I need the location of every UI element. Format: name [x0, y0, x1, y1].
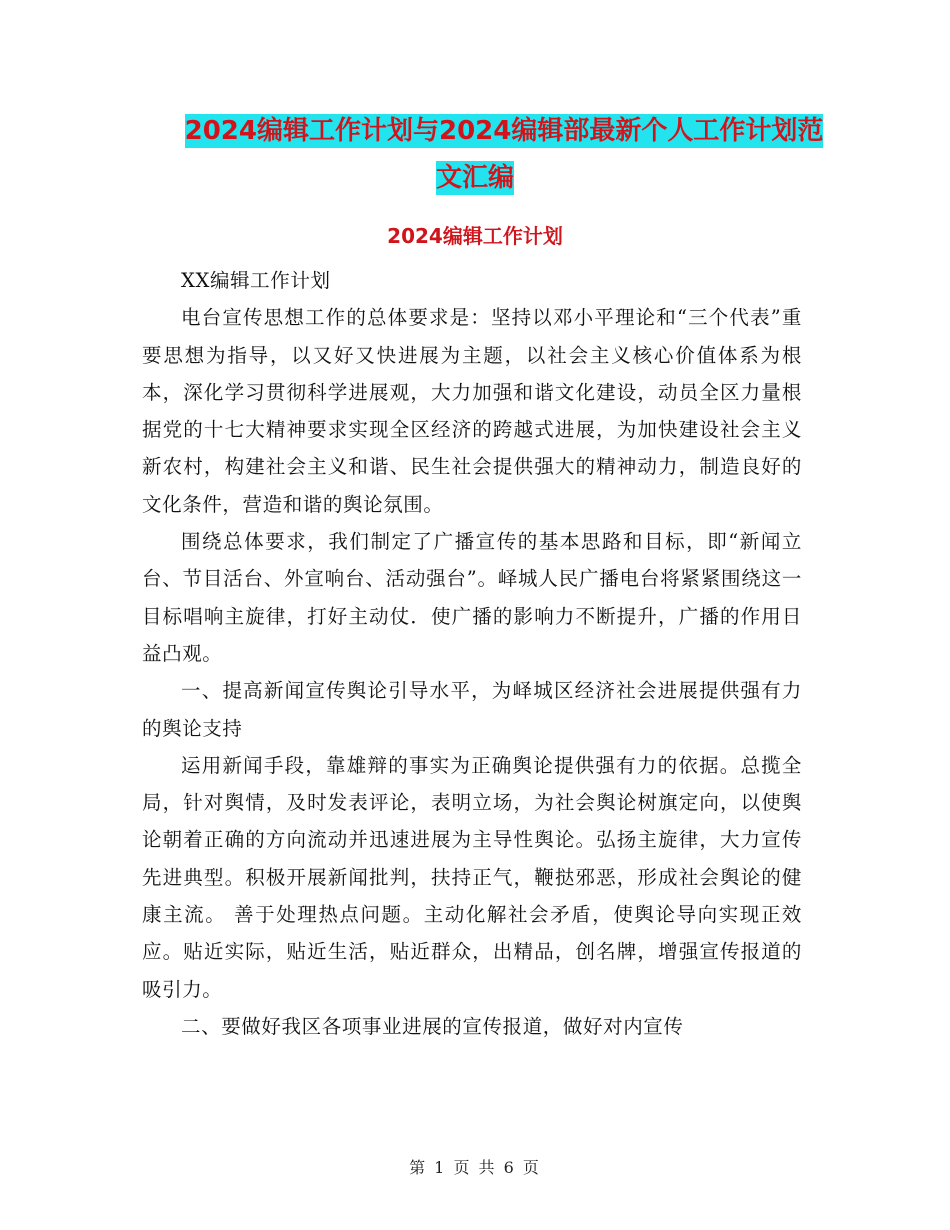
paragraph-heading: 二、要做好我区各项事业进展的宣传报道，做好对内宣传: [181, 1014, 684, 1038]
document-title-line-1: [0, 108, 950, 155]
paragraph-subtitle: XX编辑工作计划: [181, 269, 331, 292]
paragraph: 围绕总体要求，我们制定了广播宣传的基本思路和目标，即“新闻立台、节目活台、外宣响台、活动强台”。峄城人民广播电台将紧紧围绕这一目标唱响主旋律，打好主动仗．使广播的影响力不断提升，广播的作用日益凸观。: [142, 530, 802, 665]
document-title-line-2: [0, 155, 950, 202]
title-highlight: 文汇编: [435, 163, 514, 193]
title-highlight: 2024编辑工作计划与2024编辑部最新个人工作计划范: [184, 116, 824, 146]
document-body: [142, 262, 802, 1045]
paragraph: 运用新闻手段，靠雄辩的事实为正确舆论提供强有力的依据。总揽全局，针对舆情，及时发表评论，表明立场，为社会舆论树旗定向，以使舆论朝着正确的方向流动并迅速进展为主导性舆论。弘扬主旋律，大力宣传先进典型。积极开展新闻批判，扶持正气，鞭挞邪恶，形成社会舆论的健康主流。 善于处理热点问题。主动化解社会矛盾，使舆论导向实现正效应。贴近实际，贴近生活，贴近群众，出精品，创名牌，增强宣传报道的吸引力。: [142, 753, 802, 1001]
document-title: [0, 108, 950, 202]
section-heading: 2024编辑工作计划: [387, 224, 563, 248]
page-footer: 第 1 页 共 6 页: [409, 1158, 541, 1177]
paragraph-heading: 一、提高新闻宣传舆论引导水平，为峄城区经济社会进展提供强有力的舆论支持: [142, 679, 802, 740]
paragraph: 电台宣传思想工作的总体要求是：坚持以邓小平理论和“三个代表”重要思想为指导，以又好又快进展为主题，以社会主义核心价值体系为根本，深化学习贯彻科学进展观，大力加强和谐文化建设，动员全区力量根据党的十七大精神要求实现全区经济的跨越式进展，为加快建设社会主义新农村，构建社会主义和谐、民生社会提供强大的精神动力，制造良好的文化条件，营造和谐的舆论氛围。: [142, 306, 802, 516]
